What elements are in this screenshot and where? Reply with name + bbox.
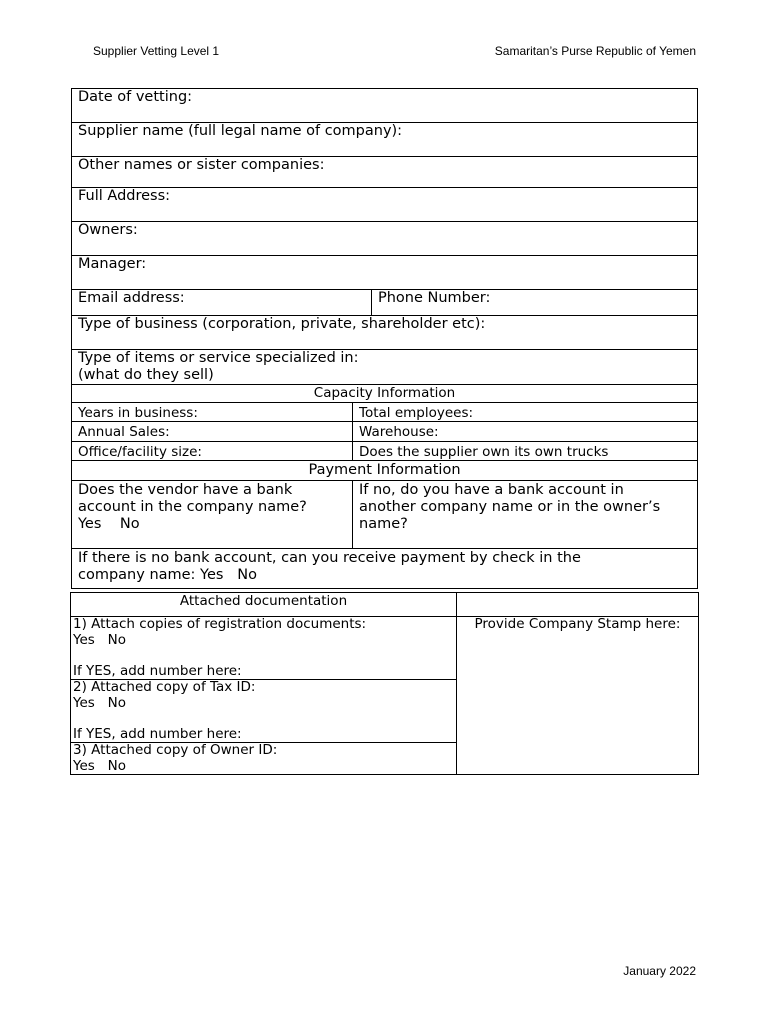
tax-id-yes-no[interactable]: Yes No <box>73 694 127 711</box>
alternate-bank-question[interactable] <box>353 481 698 549</box>
warehouse-field[interactable]: Warehouse: <box>353 422 698 442</box>
bank-question-line: Does the vendor have a bank <box>78 482 293 498</box>
alternate-bank-line: If no, do you have a bank account in <box>359 482 624 498</box>
header-organization: Samaritan’s Purse Republic of Yemen <box>494 44 696 58</box>
registration-yes-no[interactable]: Yes No <box>73 631 127 648</box>
check-payment-line: If there is no bank account, can you receive payment by check in the <box>78 550 581 566</box>
check-payment-yes-no[interactable]: company name: Yes No <box>78 567 258 583</box>
alternate-bank-line: name? <box>359 516 408 532</box>
docs-header-blank <box>457 593 699 617</box>
owners-field[interactable]: Owners: <box>72 222 698 256</box>
capacity-information-header: Capacity Information <box>72 385 698 403</box>
bank-yes-no[interactable]: Yes No <box>78 516 140 532</box>
type-of-items-label: Type of items or service specialized in: <box>78 350 359 366</box>
header-title: Supplier Vetting Level 1 <box>93 44 220 58</box>
tax-id-item[interactable] <box>71 680 457 743</box>
own-trucks-field[interactable]: Does the supplier own its own trucks <box>353 442 698 461</box>
company-stamp-label: Provide Company Stamp here: <box>474 616 681 632</box>
phone-field[interactable]: Phone Number: <box>372 290 698 316</box>
bank-question-line: account in the company name? <box>78 499 307 515</box>
owner-id-title: 3) Attached copy of Owner ID: <box>73 742 278 758</box>
years-in-business-field[interactable]: Years in business: <box>72 403 353 422</box>
footer-date: January 2022 <box>623 964 696 978</box>
tax-id-title: 2) Attached copy of Tax ID: <box>73 679 256 695</box>
supplier-name-field[interactable]: Supplier name (full legal name of company): <box>72 123 698 157</box>
tax-id-number-label: If YES, add number here: <box>73 725 242 742</box>
type-of-items-sublabel: (what do they sell) <box>78 367 214 383</box>
company-stamp-area[interactable] <box>457 617 699 775</box>
alternate-bank-line: another company name or in the owner’s <box>359 499 661 515</box>
owner-id-item[interactable] <box>71 743 457 775</box>
annual-sales-field[interactable]: Annual Sales: <box>72 422 353 442</box>
supplier-info-table <box>71 88 698 589</box>
attached-documentation-table <box>70 592 699 775</box>
registration-number-label: If YES, add number here: <box>73 662 242 679</box>
email-field[interactable]: Email address: <box>72 290 372 316</box>
registration-title: 1) Attach copies of registration documents: <box>73 616 367 632</box>
attached-documentation-header: Attached documentation <box>71 593 457 617</box>
office-size-field[interactable]: Office/facility size: <box>72 442 353 461</box>
other-names-field[interactable]: Other names or sister companies: <box>72 157 698 188</box>
manager-field[interactable]: Manager: <box>72 256 698 290</box>
bank-account-question[interactable] <box>72 481 353 549</box>
check-payment-question[interactable] <box>72 549 698 589</box>
registration-documents-item[interactable] <box>71 617 457 680</box>
type-of-business-field[interactable]: Type of business (corporation, private, shareholder etc): <box>72 316 698 350</box>
type-of-items-field[interactable] <box>72 350 698 385</box>
owner-id-yes-no[interactable]: Yes No <box>73 757 127 774</box>
total-employees-field[interactable]: Total employees: <box>353 403 698 422</box>
full-address-field[interactable]: Full Address: <box>72 188 698 222</box>
payment-information-header: Payment Information <box>72 461 698 481</box>
date-of-vetting-field[interactable]: Date of vetting: <box>72 89 698 123</box>
